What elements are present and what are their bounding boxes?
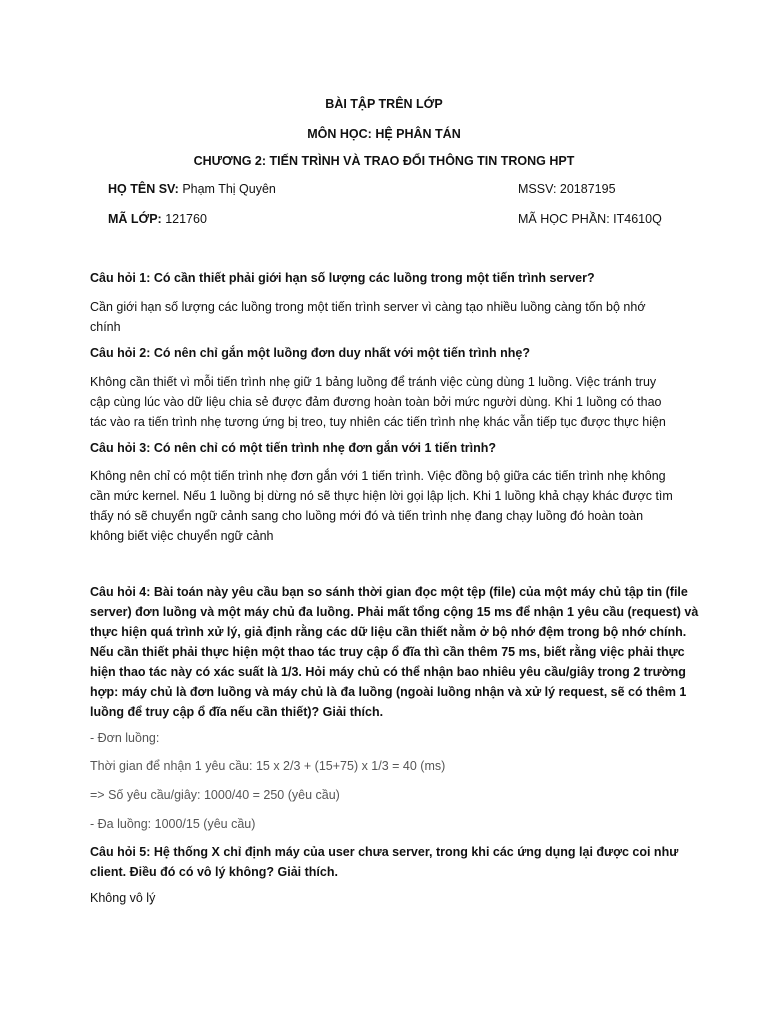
answer-1-line: chính [90, 320, 121, 334]
student-name [108, 181, 276, 197]
question-4-line: Nếu cần thiết phải thực hiện một thao tác truy cập ổ đĩa thì cần thêm 75 ms, biết rằng việc phải thực [90, 645, 685, 659]
student-name-value: Phạm Thị Quyên [178, 182, 276, 196]
question-1-text: Câu hỏi 1: Có cần thiết phải giới hạn số lượng các luồng trong một tiến trình server? [90, 271, 595, 285]
answer-1 [90, 297, 690, 337]
answer-3-line: Không nên chỉ có một tiến trình nhẹ đơn gắn với 1 tiến trình. Việc đồng bộ giữa các tiến trình nhẹ không [90, 469, 666, 483]
question-1 [90, 268, 690, 288]
question-4-line: luồng để truy cập ổ đĩa nếu cần thiết)? Giải thích. [90, 705, 384, 719]
answer-4-single-thread: - Đơn luồng: [90, 731, 160, 745]
question-5-line: client. Điều đó có vô lý không? Giải thích. [90, 865, 338, 879]
answer-4-rate: => Số yêu cầu/giây: 1000/40 = 250 (yêu cầu) [90, 788, 340, 802]
question-4-line: hiện thao tác này có xác suất là 1/3. Hỏi máy chủ có thể nhận bao nhiêu yêu cầu/giây trong 2 trường [90, 665, 686, 679]
question-4-line: server) đơn luồng và một máy chủ đa luồng. Phải mất tổng cộng 15 ms để nhận 1 yêu cầu (request) và [90, 605, 699, 619]
student-id: MSSV: 20187195 [518, 182, 616, 196]
class-code-value: 121760 [161, 212, 207, 226]
answer-1-line: Cần giới hạn số lượng các luồng trong một tiến trình server vì càng tạo nhiều luồng càng tốn bộ nhớ [90, 300, 646, 314]
question-2-text: Câu hỏi 2: Có nên chỉ gắn một luồng đơn duy nhất với một tiến trình nhẹ? [90, 346, 530, 360]
chapter-heading: CHƯƠNG 2: TIẾN TRÌNH VÀ TRAO ĐỔI THÔNG TIN TRONG HPT [193, 154, 575, 168]
question-2 [90, 343, 690, 363]
document-title: BÀI TẬP TRÊN LỚP [325, 97, 443, 111]
question-4 [90, 582, 699, 722]
course-code: MÃ HỌC PHẦN: IT4610Q [518, 212, 662, 226]
student-name-label: HỌ TÊN SV: [108, 182, 179, 196]
question-5 [90, 842, 690, 882]
subject-heading: MÔN HỌC: HỆ PHÂN TÁN [307, 127, 461, 141]
class-code-label: MÃ LỚP: [108, 212, 162, 226]
question-4-line: hợp: máy chủ là đơn luồng và máy chủ là đa luồng (ngoài luồng nhận và xử lý request, sẽ có thêm 1 [90, 685, 687, 699]
answer-2-line: tác vào ra tiến trình nhẹ tương ứng bị treo, tuy nhiên các tiến trình nhẹ khác vẫn tiếp tục được thực hiện [90, 415, 666, 429]
class-code [108, 211, 207, 227]
question-5-line: Câu hỏi 5: Hệ thống X chỉ định máy của user chưa server, trong khi các ứng dụng lại được coi như [90, 845, 679, 859]
answer-2-line: cập cùng lúc vào dữ liệu chia sẻ được đảm đương hoàn toàn bởi mức người dùng. Khi 1 luồng có thao [90, 395, 662, 409]
answer-3 [90, 466, 690, 546]
answer-4-multi-thread: - Đa luồng: 1000/15 (yêu cầu) [90, 817, 256, 831]
answer-3-line: thấy nó sẽ chuyển ngữ cảnh sang cho luồng mới đó và tiến trình nhẹ đang chạy luồng đó hoàn toàn [90, 509, 644, 523]
answer-5 [90, 888, 690, 908]
answer-2 [90, 372, 690, 432]
answer-5-text: Không vô lý [90, 891, 156, 905]
answer-2-line: Không cần thiết vì mỗi tiến trình nhẹ giữ 1 bảng luồng để tránh việc cùng dùng 1 luồng. Việc tránh truy [90, 375, 657, 389]
question-3-text: Câu hỏi 3: Có nên chỉ có một tiến trình nhẹ đơn gắn với 1 tiến trình? [90, 441, 496, 455]
question-4-line: thực hiện quá trình xử lý, giả định rằng các dữ liệu cần thiết nằm ở bộ nhớ đệm trong bộ nhớ chính. [90, 625, 687, 639]
answer-3-line: cần mức kernel. Nếu 1 luồng bị dừng nó sẽ thực hiện lời gọi lập lịch. Khi 1 luồng khả chạy khác được tìm [90, 489, 673, 503]
answer-3-line: không biết việc chuyển ngữ cảnh [90, 529, 274, 543]
question-3 [90, 438, 690, 458]
answer-4-time: Thời gian để nhận 1 yêu cầu: 15 x 2/3 + (15+75) x 1/3 = 40 (ms) [90, 759, 446, 773]
question-4-line: Câu hỏi 4: Bài toán này yêu cầu bạn so sánh thời gian đọc một tệp (file) của một máy chủ tập tin (file [90, 585, 688, 599]
